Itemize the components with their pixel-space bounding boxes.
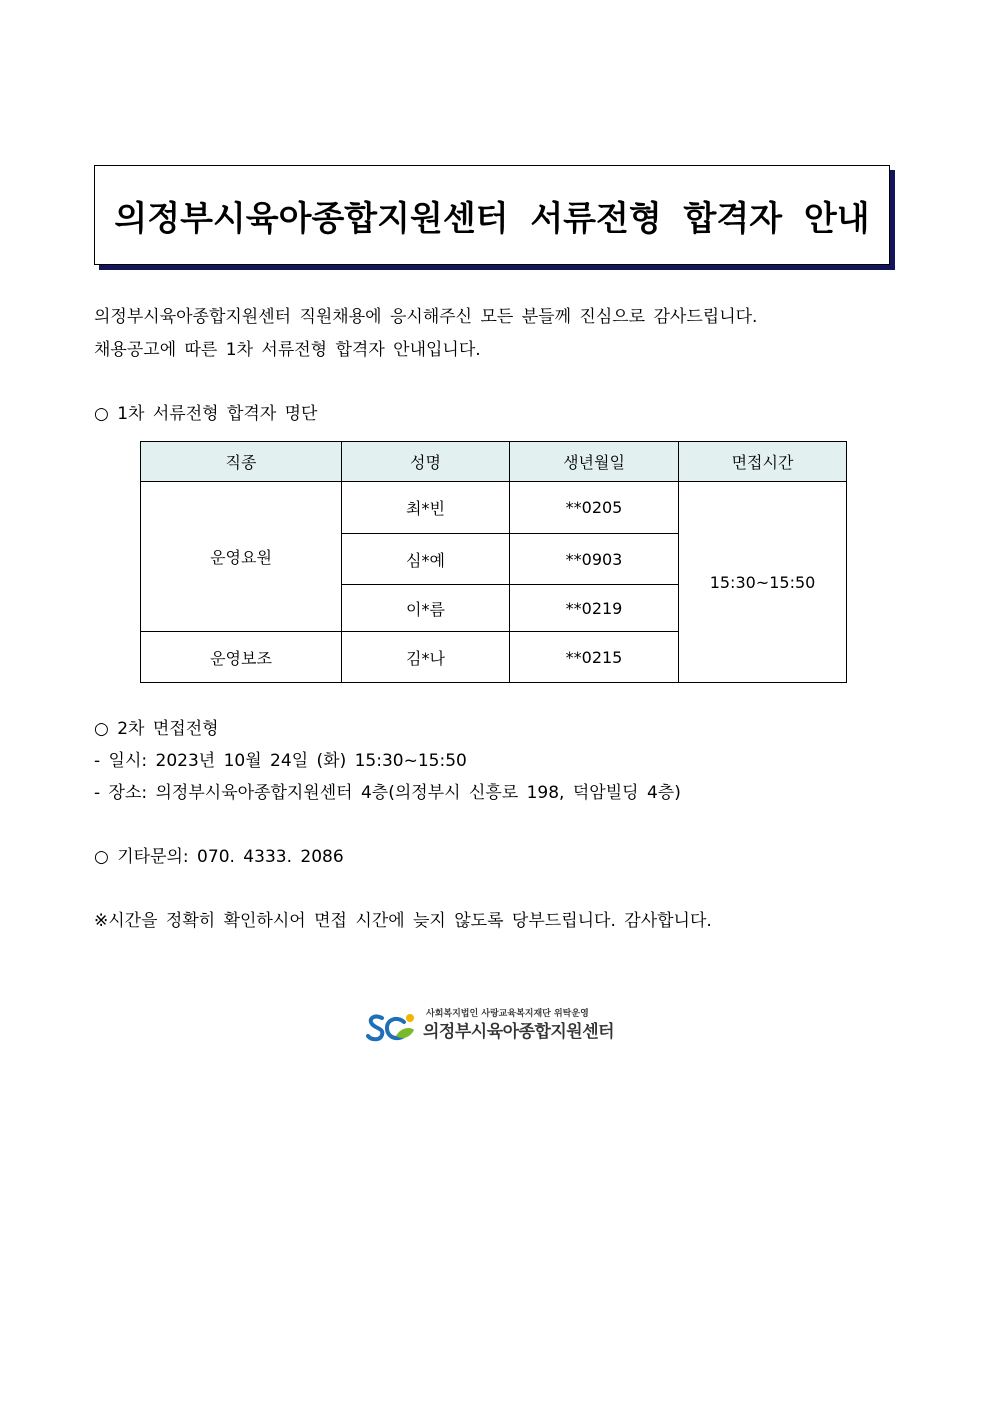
table-header-row [141,442,847,482]
header-time: 면접시간 [679,442,847,482]
table-row [141,482,847,534]
name-cell: 심*예 [342,534,510,585]
interview-place: - 장소: 의정부시육아종합지원센터 4층(의정부시 신흥로 198, 덕암빌딩 4층) [94,783,681,803]
logo-subtitle: 사회복지법인 사랑교육복지재단 위탁운영 [426,1009,589,1019]
birth-cell: **0205 [510,482,679,534]
title-box [94,165,890,265]
header-job: 직종 [141,442,342,482]
center-logo-mark-icon [366,1010,424,1044]
name-cell: 최*빈 [342,482,510,534]
job-cell: 운영요원 [141,482,342,632]
birth-cell: **0219 [510,585,679,632]
page-title: 의정부시육아종합지원센터 서류전형 합격자 안내 [114,198,870,239]
name-cell: 김*나 [342,632,510,683]
interview-date: - 일시: 2023년 10월 24일 (화) 15:30~15:50 [94,751,467,771]
logo-name: 의정부시육아종합지원센터 [423,1022,615,1042]
job-cell: 운영보조 [141,632,342,683]
birth-cell: **0903 [510,534,679,585]
section1-heading: ○ 1차 서류전형 합격자 명단 [94,404,318,424]
intro-line-1: 의정부시육아종합지원센터 직원채용에 응시해주신 모든 분들께 진심으로 감사드립니다. [94,307,758,327]
intro-line-2: 채용공고에 따른 1차 서류전형 합격자 안내입니다. [94,340,481,360]
header-birth: 생년월일 [510,442,679,482]
center-logo [366,1006,636,1046]
interview-time-cell: 15:30~15:50 [679,482,847,683]
section2-heading: ○ 2차 면접전형 [94,719,219,739]
contact-line: ○ 기타문의: 070. 4333. 2086 [94,847,344,867]
name-cell: 이*름 [342,585,510,632]
notice-line: ※시간을 정확히 확인하시어 면접 시간에 늦지 않도록 당부드립니다. 감사합니다. [94,911,712,931]
roster-table-wrap [140,441,847,683]
roster-table [140,441,847,683]
header-name: 성명 [342,442,510,482]
birth-cell: **0215 [510,632,679,683]
